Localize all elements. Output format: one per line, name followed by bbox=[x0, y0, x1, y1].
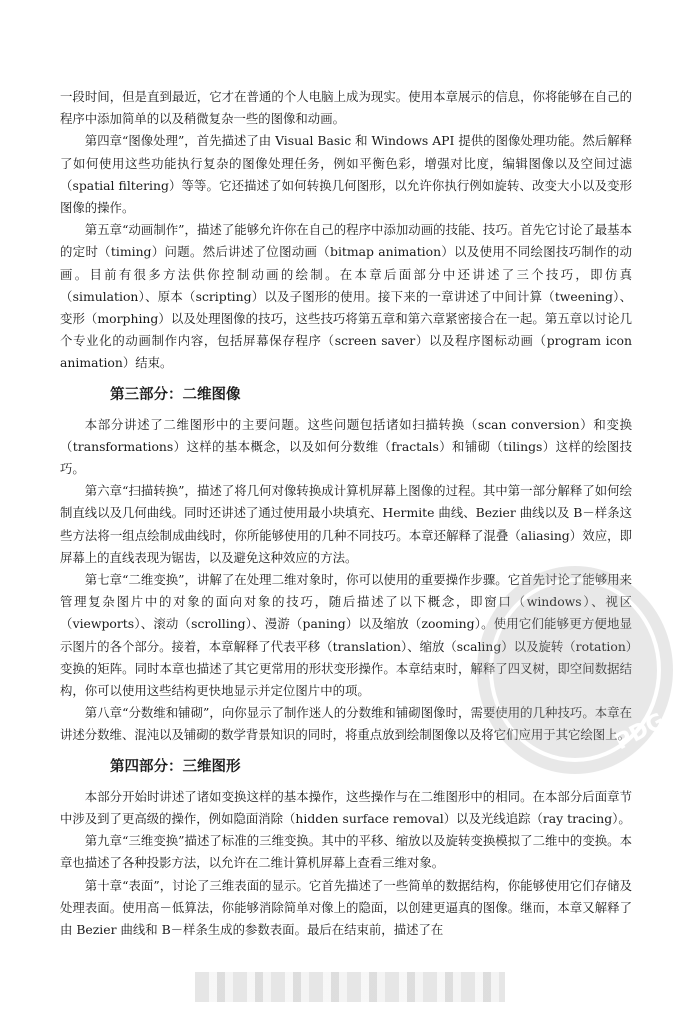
page-body bbox=[60, 86, 632, 941]
body-paragraph: 一段时间，但是直到最近，它才在普通的个人电脑上成为现实。使用本章展示的信息，你将能够在自己的程序中添加简单的以及稍微复杂一些的图像和动画。 bbox=[60, 89, 632, 127]
body-paragraph: 本部分开始时讲述了诸如变换这样的基本操作，这些操作与在二维图形中的相同。在本部分后面章节中涉及到了更高级的操作，例如隐面消除（hidden surface removal）以及光线追踪（ray tracing）。 bbox=[60, 788, 632, 826]
section-heading-part4: 第四部分：三维图形 bbox=[110, 758, 241, 775]
body-paragraph: 第四章“图像处理”，首先描述了由 Visual Basic 和 Windows API 提供的图像处理功能。然后解释了如何使用这些功能执行复杂的图像处理任务，例如平衡色彩，增强对比度，编辑图像以及空间过滤（spatial filtering）等等。它还描述了如何转换几何图形，以允许你执行例如旋转、改变大小以及变形图像的操作。 bbox=[60, 133, 632, 216]
body-paragraph: 第十章“表面”，讨论了三维表面的显示。它首先描述了一些简单的数据结构，你能够使用它们存储及处理表面。使用高－低算法，你能够消除简单对像上的隐面，以创建更逼真的图像。继而，本章又解释了由 Bezier 曲线和 B－样条生成的参数表面。最后在结束前，描述了在 bbox=[60, 877, 632, 937]
scan-artifact-bar bbox=[195, 972, 505, 1002]
body-paragraph: 第六章“扫描转换”，描述了将几何对像转换成计算机屏幕上图像的过程。其中第一部分解释了如何绘制直线以及几何曲线。同时还讲述了通过使用最小块填充、Hermite 曲线、Bezier 曲线以及 B－样条这些方法将一组点绘制成曲线时，你所能够使用的几种不同技巧。本章还解释了混叠（aliasing）效应，即屏幕上的直线表现为锯齿，以及避免这种效应的方法。 bbox=[60, 483, 632, 565]
body-paragraph: 第八章“分数维和铺砌”，向你显示了制作迷人的分数维和铺砌图像时，需要使用的几种技巧。本章在讲述分数维、混沌以及铺砌的数学背景知识的同时，将重点放到绘制图像以及将它们应用于其它绘图上。 bbox=[60, 705, 632, 743]
body-paragraph: 第九章“三维变换”描述了标准的三维变换。其中的平移、缩放以及旋转变换模拟了二维中的变换。本章也描述了各种投影方法，以允许在二维计算机屏幕上查看三维对象。 bbox=[60, 833, 632, 871]
body-paragraph: 第五章“动画制作”，描述了能够允许你在自己的程序中添加动画的技能、技巧。首先它讨论了最基本的定时（timing）问题。然后讲述了位图动画（bitmap animation）以及使用不同绘图技巧制作的动画。目前有很多方法供你控制动画的绘制。在本章后面部分中还讲述了三个技巧，即仿真（simulation）、原本（scripting）以及子图形的使用。接下来的一章讲述了中间计算（tweening）、变形（morphing）以及处理图像的技巧，这些技巧将第五章和第六章紧密接合在一起。第五章以讨论几个专业化的动画制作内容，包括屏幕保存程序（screen saver）以及程序图标动画（program icon animation）结束。 bbox=[60, 222, 632, 371]
watermark-label: PDG bbox=[611, 708, 670, 756]
body-paragraph: 第七章“二维变换”，讲解了在处理二维对象时，你可以使用的重要操作步骤。它首先讨论了能够用来管理复杂图片中的对象的面向对象的技巧，随后描述了以下概念，即窗口（windows）、视区（viewports）、滚动（scrolling）、漫游（paning）以及缩放（zooming）。使用它们能够更方便地显示图片的各个部分。接着，本章解释了代表平移（translation）、缩放（scaling）以及旋转（rotation）变换的矩阵。同时本章也描述了其它更常用的形状变形操作。本章结束时，解释了四叉树，即空间数据结构，你可以使用这些结构更快地显示并定位图片中的项。 bbox=[60, 572, 632, 699]
section-heading-part3: 第三部分：二维图像 bbox=[110, 386, 241, 403]
body-paragraph: 本部分讲述了二维图形中的主要问题。这些问题包括诸如扫描转换（scan conversion）和变换（transformations）这样的基本概念，以及如何分数维（fractals）和铺砌（tilings）这样的绘图技巧。 bbox=[60, 416, 632, 477]
